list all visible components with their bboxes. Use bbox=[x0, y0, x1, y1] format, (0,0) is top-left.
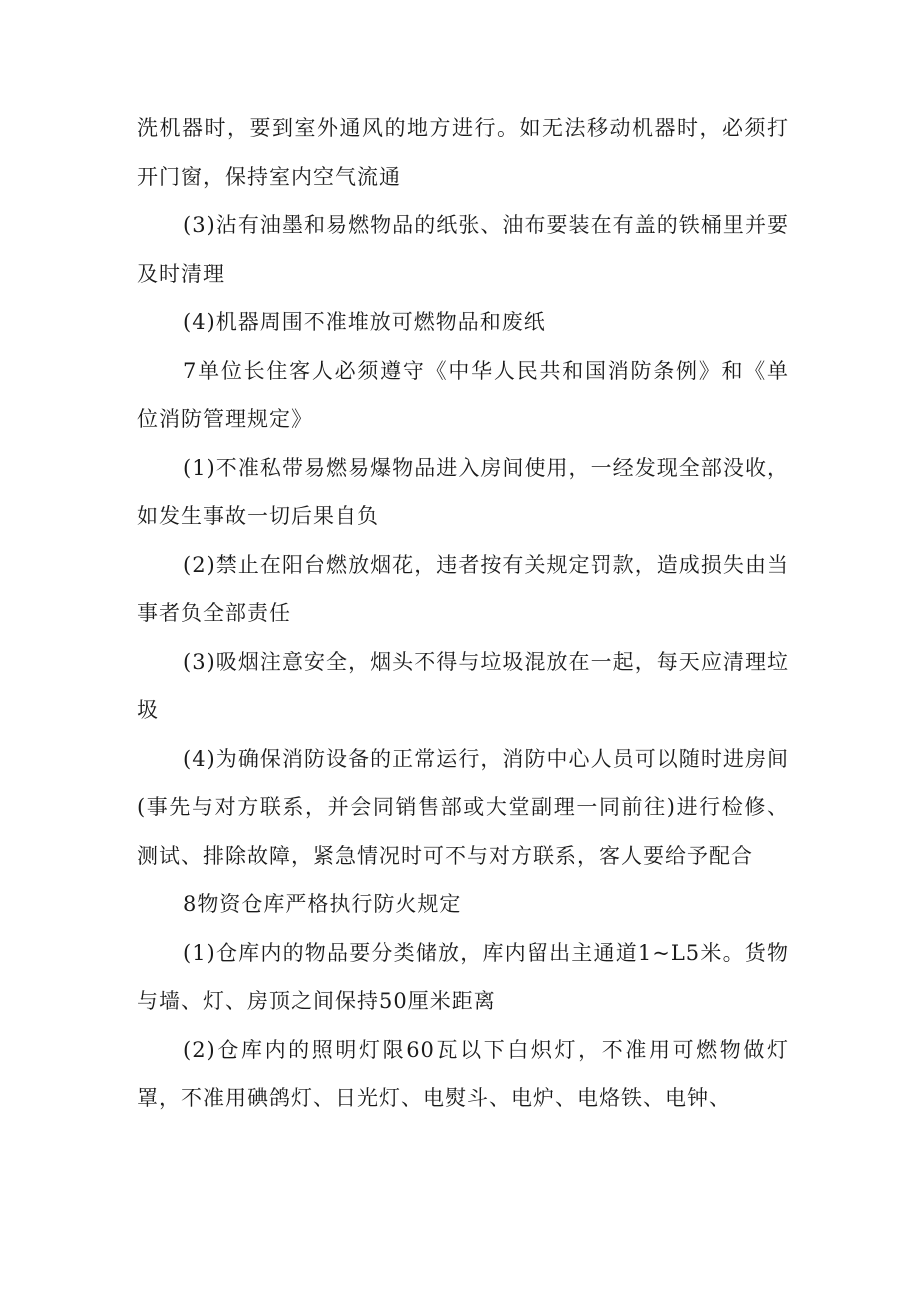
paragraph-7-1: (1)不准私带易燃易爆物品进入房间使用，一经发现全部没收，如发生事故一切后果自负 bbox=[137, 455, 789, 528]
paragraph-7-heading: 7单位长住客人必须遵守《中华人民共和国消防条例》和《单位消防管理规定》 bbox=[137, 358, 789, 431]
paragraph-7-2: (2)禁止在阳台燃放烟花，违者按有关规定罚款，造成损失由当事者负全部责任 bbox=[137, 552, 789, 625]
paragraph-8-2: (2)仓库内的照明灯限60瓦以下白炽灯，不准用可燃物做灯罩，不准用碘鸽灯、日光灯、电熨斗、电炉、电烙铁、电钟、 bbox=[137, 1037, 789, 1110]
paragraph-8-heading: 8物资仓库严格执行防火规定 bbox=[183, 892, 462, 916]
paragraph-6-3: (3)沾有油墨和易燃物品的纸张、油布要装在有盖的铁桶里并要及时清理 bbox=[137, 213, 789, 286]
paragraph-7-3: (3)吸烟注意安全，烟头不得与垃圾混放在一起，每天应清理垃圾 bbox=[137, 649, 789, 722]
paragraph-6-4: (4)机器周围不准堆放可燃物品和废纸 bbox=[183, 310, 546, 334]
paragraph-7-4: (4)为确保消防设备的正常运行，消防中心人员可以随时进房间(事先与对方联系，并会同销售部或大堂副理一同前往)进行检修、测试、排除故障，紧急情况时可不与对方联系，客人要给予配合 bbox=[137, 746, 789, 868]
document-page bbox=[137, 104, 789, 1123]
paragraph-continued: 洗机器时，要到室外通风的地方进行。如无法移动机器时，必须打开门窗，保持室内空气流通 bbox=[137, 116, 789, 189]
paragraph-8-1: (1)仓库内的物品要分类储放，库内留出主通道1~L5米。货物与墙、灯、房顶之间保持50厘米距离 bbox=[137, 940, 789, 1013]
